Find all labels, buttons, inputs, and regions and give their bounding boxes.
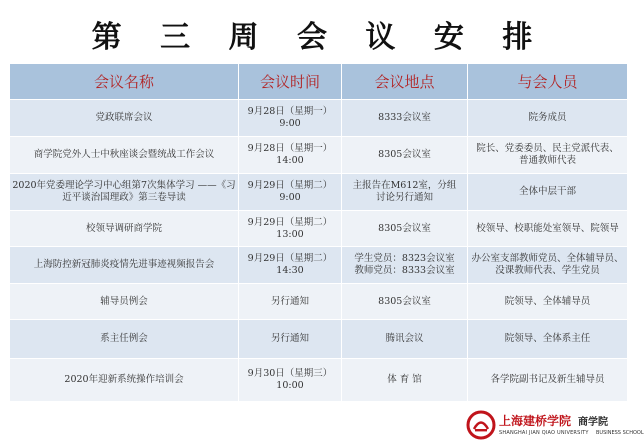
meeting-name-cell: 辅导员例会 — [10, 284, 239, 320]
meeting-schedule-table — [9, 63, 628, 402]
meeting-time-line: 10:00 — [276, 380, 304, 391]
meeting-time-cell — [239, 320, 342, 359]
attendees-cell — [468, 320, 628, 359]
table-row — [10, 211, 628, 247]
meeting-place-cell — [342, 211, 468, 247]
table-row — [10, 320, 628, 359]
meeting-time-line: 另行通知 — [270, 333, 309, 344]
meeting-place-line: 教师党员：8333会议室 — [354, 265, 455, 276]
meeting-time-line: 另行通知 — [270, 295, 309, 307]
table-row — [10, 359, 628, 402]
meeting-time-line: 14:00 — [276, 155, 304, 166]
table-row — [10, 284, 628, 320]
attendees-line: 各学院副书记及新生辅导员 — [490, 374, 605, 385]
attendees-line: 普通教师代表 — [518, 155, 576, 166]
meeting-time-cell — [239, 174, 342, 211]
meeting-name-cell: 2020年迎新系统操作培训会 — [10, 359, 239, 402]
meeting-name-cell: 校领导调研商学院 — [10, 211, 239, 247]
attendees-line: 院长、党委委员、民主党派代表、 — [476, 143, 619, 154]
meeting-name-cell: 上海防控新冠肺炎疫情先进事迹视频报告会 — [10, 247, 239, 284]
attendees-cell — [468, 211, 628, 247]
meeting-time-cell — [239, 137, 342, 174]
meeting-place-cell — [342, 137, 468, 174]
attendees-cell — [468, 359, 628, 402]
meeting-time-cell — [239, 211, 342, 247]
meeting-time-line: 9:00 — [279, 118, 301, 129]
page-title: 第 三 周 会 议 安 排 — [91, 20, 547, 55]
meeting-name-cell: 系主任例会 — [10, 320, 239, 359]
attendees-line: 院务成员 — [528, 112, 567, 123]
meeting-place-cell — [342, 320, 468, 359]
meeting-place-cell — [342, 174, 468, 211]
table-row — [10, 247, 628, 284]
meeting-place-line: 8333会议室 — [378, 112, 431, 123]
attendees-cell — [468, 137, 628, 174]
attendees-cell — [468, 100, 628, 137]
university-emblem-icon — [466, 410, 496, 440]
meeting-time-line: 9月28日（星期一） — [247, 143, 333, 154]
meeting-time-line: 9月28日（星期一） — [247, 106, 333, 117]
table-row — [10, 174, 628, 211]
meeting-place-line: 学生党员：8323会议室 — [354, 253, 455, 264]
meeting-time-cell — [239, 100, 342, 137]
attendees-cell — [468, 247, 628, 284]
attendees-cell — [468, 284, 628, 320]
meeting-place-cell — [342, 100, 468, 137]
meeting-time-cell — [239, 247, 342, 284]
meeting-name-cell: 党政联席会议 — [10, 100, 239, 137]
header-meeting-time: 会议时间 — [239, 64, 342, 100]
logo-university-english: SHANGHAI JIAN QIAO UNIVERSITY — [499, 430, 589, 436]
meeting-place-cell — [342, 284, 468, 320]
attendees-line: 全体中层干部 — [518, 186, 576, 197]
header-meeting-place: 会议地点 — [342, 64, 468, 100]
attendees-line: 办公室支部教师党员、全体辅导员、 — [471, 253, 624, 264]
meeting-time-line: 14:30 — [276, 265, 304, 276]
meeting-place-line: 体 育 馆 — [387, 374, 422, 385]
meeting-time-cell — [239, 359, 342, 402]
logo-school-english: BUSINESS SCHOOL — [596, 430, 644, 436]
meeting-place-line: 8305会议室 — [378, 295, 431, 307]
meeting-time-cell — [239, 284, 342, 320]
meeting-name-cell: 2020年党委理论学习中心组第7次集体学习 ——《习近平谈治国理政》第三卷导读 — [10, 174, 239, 211]
meeting-time-line: 9月29日（星期二） — [247, 180, 333, 191]
meeting-name-cell: 商学院党外人士中秋座谈会暨统战工作会议 — [10, 137, 239, 174]
university-logo — [466, 410, 644, 444]
meeting-place-cell — [342, 359, 468, 402]
table-row — [10, 137, 628, 174]
meeting-place-line: 8305会议室 — [378, 149, 431, 160]
logo-university-name: 上海建桥学院 — [499, 414, 572, 428]
meeting-place-line: 讨论另行通知 — [375, 192, 433, 203]
meeting-place-line: 8305会议室 — [378, 222, 431, 234]
attendees-line: 院领导、全体系主任 — [504, 333, 591, 344]
header-meeting-name: 会议名称 — [10, 64, 239, 100]
meeting-place-cell — [342, 247, 468, 284]
attendees-line: 院领导、全体辅导员 — [504, 295, 591, 307]
header-attendees: 与会人员 — [468, 64, 628, 100]
table-row — [10, 100, 628, 137]
meeting-time-line: 9:00 — [279, 192, 301, 203]
attendees-cell — [468, 174, 628, 211]
attendees-line: 没课教师代表、学生党员 — [495, 265, 600, 276]
meeting-place-line: 腾讯会议 — [385, 333, 424, 344]
meeting-time-line: 13:00 — [276, 228, 304, 240]
meeting-time-line: 9月29日（星期二） — [247, 216, 333, 228]
meeting-place-line: 主报告在M612室，分组 — [352, 180, 457, 191]
meeting-time-line: 9月29日（星期二） — [247, 253, 333, 264]
table-header-row — [10, 64, 628, 100]
logo-school-name: 商学院 — [578, 417, 608, 428]
attendees-line: 校领导、校职能处室领导、院领导 — [476, 222, 619, 234]
meeting-time-line: 9月30日（星期三） — [247, 368, 333, 379]
